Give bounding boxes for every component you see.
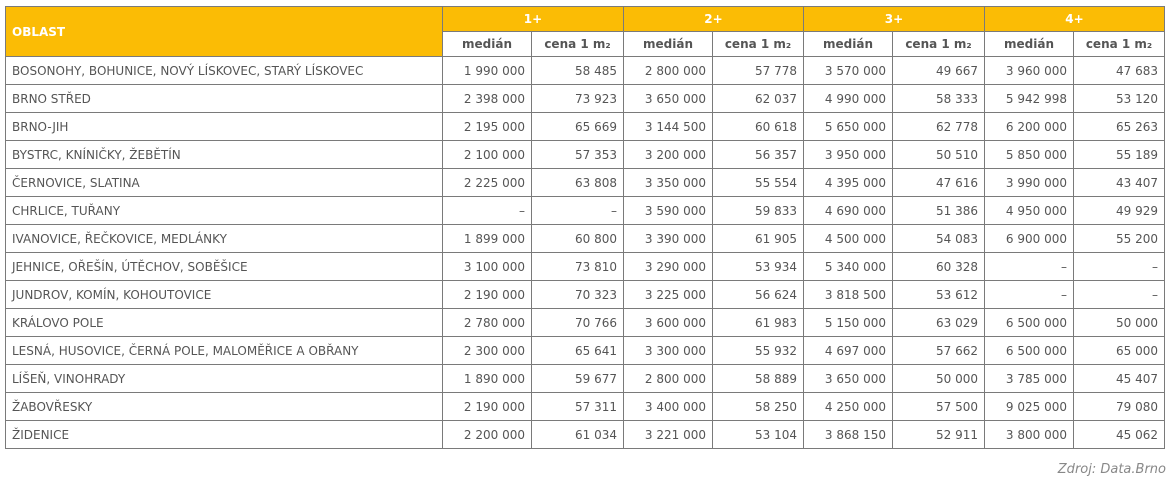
- median-cell: –: [985, 281, 1074, 309]
- median-cell: 4 697 000: [804, 337, 893, 365]
- table-row: [6, 309, 1165, 337]
- median-cell: 5 150 000: [804, 309, 893, 337]
- area-column-header: OBLAST: [6, 7, 443, 57]
- price-per-m2-cell: 62 037: [713, 85, 804, 113]
- price-per-m2-cell: 58 889: [713, 365, 804, 393]
- price-per-m2-header: cena 1 m₂: [1074, 32, 1165, 57]
- price-per-m2-cell: 47 683: [1074, 57, 1165, 85]
- area-name-cell: ČERNOVICE, SLATINA: [6, 169, 443, 197]
- price-per-m2-cell: 56 357: [713, 141, 804, 169]
- median-cell: 4 690 000: [804, 197, 893, 225]
- price-per-m2-cell: 53 104: [713, 421, 804, 449]
- table-body: [6, 57, 1165, 449]
- price-per-m2-cell: 43 407: [1074, 169, 1165, 197]
- median-cell: 3 225 000: [624, 281, 713, 309]
- price-per-m2-cell: –: [1074, 253, 1165, 281]
- table-row: [6, 281, 1165, 309]
- median-cell: 3 390 000: [624, 225, 713, 253]
- median-cell: 2 300 000: [443, 337, 532, 365]
- area-name-cell: ŽIDENICE: [6, 421, 443, 449]
- price-per-m2-cell: 55 554: [713, 169, 804, 197]
- price-per-m2-cell: 49 667: [893, 57, 985, 85]
- median-cell: –: [443, 197, 532, 225]
- price-per-m2-cell: 61 034: [532, 421, 624, 449]
- median-cell: –: [985, 253, 1074, 281]
- price-per-m2-cell: 58 485: [532, 57, 624, 85]
- median-cell: 1 890 000: [443, 365, 532, 393]
- median-cell: 5 850 000: [985, 141, 1074, 169]
- price-per-m2-cell: 63 029: [893, 309, 985, 337]
- median-cell: 2 100 000: [443, 141, 532, 169]
- table-row: [6, 113, 1165, 141]
- area-name-cell: ŽABOVŘESKY: [6, 393, 443, 421]
- price-per-m2-cell: 53 612: [893, 281, 985, 309]
- median-cell: 3 800 000: [985, 421, 1074, 449]
- price-per-m2-cell: 57 353: [532, 141, 624, 169]
- median-cell: 3 868 150: [804, 421, 893, 449]
- price-per-m2-cell: 57 311: [532, 393, 624, 421]
- table-row: [6, 337, 1165, 365]
- median-header: medián: [985, 32, 1074, 57]
- price-per-m2-cell: 65 641: [532, 337, 624, 365]
- table-row: [6, 253, 1165, 281]
- price-per-m2-cell: 52 911: [893, 421, 985, 449]
- median-cell: 3 400 000: [624, 393, 713, 421]
- price-per-m2-cell: 56 624: [713, 281, 804, 309]
- price-per-m2-cell: 63 808: [532, 169, 624, 197]
- median-header: medián: [443, 32, 532, 57]
- price-per-m2-cell: 70 323: [532, 281, 624, 309]
- price-per-m2-cell: 59 833: [713, 197, 804, 225]
- median-header: medián: [624, 32, 713, 57]
- price-per-m2-cell: 73 810: [532, 253, 624, 281]
- price-per-m2-cell: 57 500: [893, 393, 985, 421]
- median-cell: 6 900 000: [985, 225, 1074, 253]
- median-cell: 3 570 000: [804, 57, 893, 85]
- price-per-m2-cell: –: [1074, 281, 1165, 309]
- price-per-m2-cell: 57 778: [713, 57, 804, 85]
- source-note: Zdroj: Data.Brno: [1057, 462, 1166, 477]
- price-per-m2-cell: 79 080: [1074, 393, 1165, 421]
- price-per-m2-cell: 53 934: [713, 253, 804, 281]
- price-per-m2-cell: 60 800: [532, 225, 624, 253]
- median-cell: 4 950 000: [985, 197, 1074, 225]
- price-per-m2-header: cena 1 m₂: [713, 32, 804, 57]
- price-per-m2-cell: 55 932: [713, 337, 804, 365]
- table-row: [6, 169, 1165, 197]
- median-cell: 9 025 000: [985, 393, 1074, 421]
- median-cell: 6 500 000: [985, 309, 1074, 337]
- median-cell: 4 500 000: [804, 225, 893, 253]
- median-cell: 4 990 000: [804, 85, 893, 113]
- price-per-m2-cell: 60 618: [713, 113, 804, 141]
- area-name-cell: KRÁLOVO POLE: [6, 309, 443, 337]
- price-per-m2-cell: 57 662: [893, 337, 985, 365]
- table-row: [6, 57, 1165, 85]
- area-name-cell: BOSONOHY, BOHUNICE, NOVÝ LÍSKOVEC, STARÝ LÍSKOVEC: [6, 57, 443, 85]
- price-per-m2-cell: 50 000: [1074, 309, 1165, 337]
- median-cell: 3 600 000: [624, 309, 713, 337]
- median-cell: 3 300 000: [624, 337, 713, 365]
- price-per-m2-cell: 61 983: [713, 309, 804, 337]
- median-cell: 3 960 000: [985, 57, 1074, 85]
- price-per-m2-cell: 70 766: [532, 309, 624, 337]
- group-header-row: [6, 7, 1165, 32]
- area-name-cell: JEHNICE, OŘEŠÍN, ÚTĚCHOV, SOBĚŠICE: [6, 253, 443, 281]
- table-row: [6, 365, 1165, 393]
- median-cell: 2 800 000: [624, 365, 713, 393]
- price-per-m2-cell: 60 328: [893, 253, 985, 281]
- median-cell: 2 200 000: [443, 421, 532, 449]
- price-per-m2-header: cena 1 m₂: [893, 32, 985, 57]
- price-per-m2-cell: 53 120: [1074, 85, 1165, 113]
- median-cell: 5 650 000: [804, 113, 893, 141]
- median-cell: 3 650 000: [804, 365, 893, 393]
- area-name-cell: BYSTRC, KNÍNIČKY, ŽEBĚTÍN: [6, 141, 443, 169]
- table-row: [6, 421, 1165, 449]
- median-cell: 3 144 500: [624, 113, 713, 141]
- price-per-m2-cell: 45 062: [1074, 421, 1165, 449]
- table-row: [6, 393, 1165, 421]
- table-row: [6, 141, 1165, 169]
- price-per-m2-cell: 50 000: [893, 365, 985, 393]
- median-cell: 6 500 000: [985, 337, 1074, 365]
- median-cell: 3 221 000: [624, 421, 713, 449]
- median-cell: 2 190 000: [443, 281, 532, 309]
- group-header-1: 1+: [443, 7, 624, 32]
- group-header-3: 3+: [804, 7, 985, 32]
- median-cell: 3 650 000: [624, 85, 713, 113]
- median-header: medián: [804, 32, 893, 57]
- price-table: [5, 6, 1165, 449]
- price-per-m2-cell: 49 929: [1074, 197, 1165, 225]
- median-cell: 3 290 000: [624, 253, 713, 281]
- median-cell: 3 950 000: [804, 141, 893, 169]
- median-cell: 2 398 000: [443, 85, 532, 113]
- price-per-m2-cell: –: [532, 197, 624, 225]
- price-per-m2-cell: 54 083: [893, 225, 985, 253]
- price-per-m2-cell: 65 263: [1074, 113, 1165, 141]
- median-cell: 3 990 000: [985, 169, 1074, 197]
- price-per-m2-cell: 45 407: [1074, 365, 1165, 393]
- price-per-m2-cell: 65 669: [532, 113, 624, 141]
- price-per-m2-header: cena 1 m₂: [532, 32, 624, 57]
- median-cell: 4 395 000: [804, 169, 893, 197]
- price-per-m2-cell: 65 000: [1074, 337, 1165, 365]
- price-per-m2-cell: 73 923: [532, 85, 624, 113]
- median-cell: 6 200 000: [985, 113, 1074, 141]
- price-per-m2-cell: 47 616: [893, 169, 985, 197]
- price-per-m2-cell: 55 189: [1074, 141, 1165, 169]
- area-name-cell: BRNO STŘED: [6, 85, 443, 113]
- price-per-m2-cell: 51 386: [893, 197, 985, 225]
- table-row: [6, 85, 1165, 113]
- table-row: [6, 197, 1165, 225]
- median-cell: 1 899 000: [443, 225, 532, 253]
- median-cell: 3 818 500: [804, 281, 893, 309]
- group-header-2: 2+: [624, 7, 804, 32]
- group-header-4: 4+: [985, 7, 1165, 32]
- price-per-m2-cell: 55 200: [1074, 225, 1165, 253]
- table-row: [6, 225, 1165, 253]
- price-per-m2-cell: 59 677: [532, 365, 624, 393]
- area-name-cell: CHRLICE, TUŘANY: [6, 197, 443, 225]
- median-cell: 2 190 000: [443, 393, 532, 421]
- median-cell: 3 200 000: [624, 141, 713, 169]
- area-name-cell: BRNO-JIH: [6, 113, 443, 141]
- median-cell: 2 195 000: [443, 113, 532, 141]
- area-name-cell: JUNDROV, KOMÍN, KOHOUTOVICE: [6, 281, 443, 309]
- price-per-m2-cell: 50 510: [893, 141, 985, 169]
- price-per-m2-cell: 58 250: [713, 393, 804, 421]
- median-cell: 3 590 000: [624, 197, 713, 225]
- median-cell: 4 250 000: [804, 393, 893, 421]
- median-cell: 3 100 000: [443, 253, 532, 281]
- median-cell: 3 785 000: [985, 365, 1074, 393]
- median-cell: 1 990 000: [443, 57, 532, 85]
- price-per-m2-cell: 62 778: [893, 113, 985, 141]
- area-name-cell: IVANOVICE, ŘEČKOVICE, MEDLÁNKY: [6, 225, 443, 253]
- price-per-m2-cell: 58 333: [893, 85, 985, 113]
- median-cell: 5 340 000: [804, 253, 893, 281]
- median-cell: 2 800 000: [624, 57, 713, 85]
- median-cell: 2 780 000: [443, 309, 532, 337]
- price-per-m2-cell: 61 905: [713, 225, 804, 253]
- area-name-cell: LÍŠEŇ, VINOHRADY: [6, 365, 443, 393]
- median-cell: 3 350 000: [624, 169, 713, 197]
- median-cell: 2 225 000: [443, 169, 532, 197]
- median-cell: 5 942 998: [985, 85, 1074, 113]
- area-name-cell: LESNÁ, HUSOVICE, ČERNÁ POLE, MALOMĚŘICE A OBŘANY: [6, 337, 443, 365]
